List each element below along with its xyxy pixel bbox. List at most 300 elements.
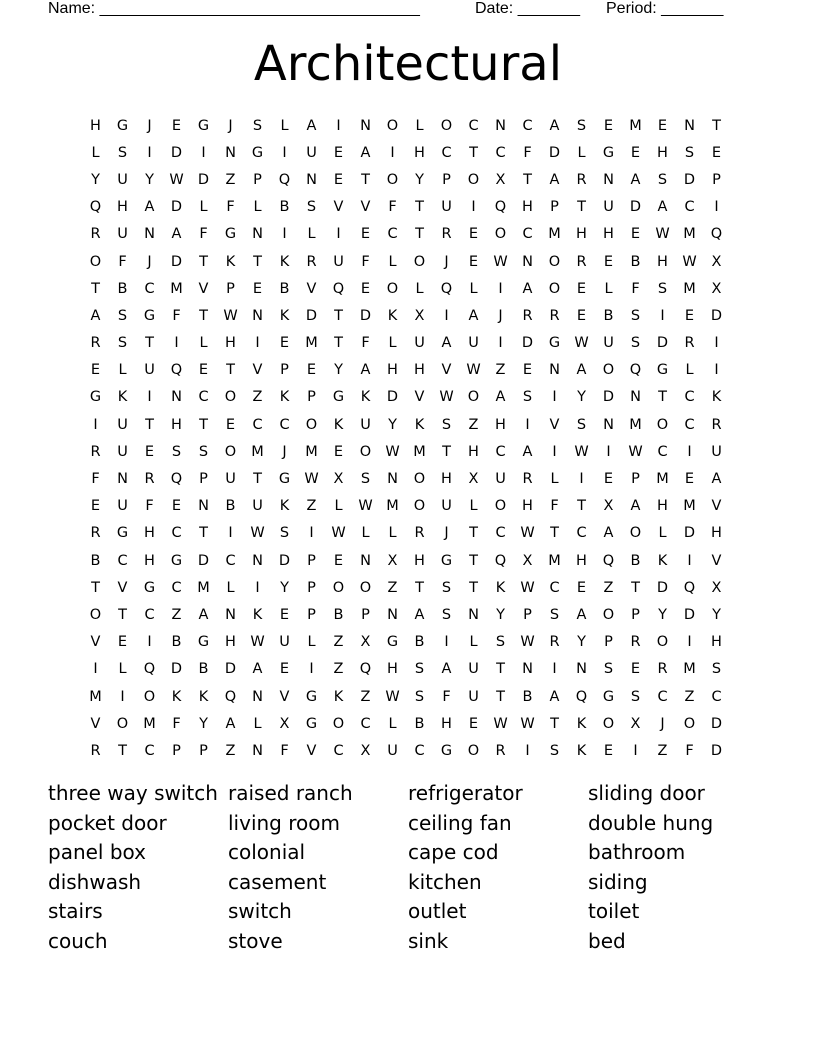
- grid-letter: W: [385, 688, 400, 705]
- grid-letter: T: [496, 661, 505, 678]
- grid-letter: H: [144, 525, 155, 542]
- grid-letter: E: [333, 443, 344, 460]
- grid-letter: J: [282, 443, 287, 460]
- grid-letter: V: [90, 634, 101, 651]
- grid-letter: I: [228, 525, 233, 542]
- grid-letter: C: [657, 688, 668, 705]
- grid-letter: D: [521, 335, 534, 352]
- grid-letter: I: [633, 742, 638, 759]
- grid-letter: O: [224, 443, 237, 460]
- grid-letter: P: [631, 606, 640, 623]
- grid-letter: E: [144, 443, 155, 460]
- grid-letter: X: [603, 498, 614, 515]
- grid-letter: E: [630, 144, 641, 161]
- grid-letter: Y: [658, 606, 667, 623]
- grid-letter: T: [145, 416, 154, 433]
- word-list-item: refrigerator: [408, 781, 523, 805]
- grid-letter: O: [683, 715, 696, 732]
- grid-letter: T: [118, 606, 127, 623]
- grid-letter: N: [387, 471, 398, 488]
- grid-letter: E: [603, 742, 614, 759]
- grid-letter: A: [468, 307, 479, 324]
- grid-letter: W: [331, 525, 346, 542]
- grid-letter: C: [171, 579, 182, 596]
- grid-letter: P: [199, 471, 208, 488]
- word-list-item: ceiling fan: [408, 810, 512, 835]
- grid-letter: O: [413, 498, 426, 515]
- grid-letter: E: [306, 362, 317, 379]
- grid-letter: U: [117, 443, 128, 460]
- grid-letter: A: [198, 606, 209, 623]
- grid-letter: I: [498, 335, 503, 352]
- grid-letter: Y: [388, 416, 397, 433]
- grid-letter: Y: [91, 171, 100, 188]
- grid-letter: I: [336, 117, 341, 134]
- grid-letter: W: [223, 307, 238, 324]
- grid-letter: C: [387, 226, 398, 243]
- grid-letter: W: [682, 253, 697, 270]
- word-list-item: three way switch: [48, 781, 218, 805]
- grid-letter: O: [602, 362, 615, 379]
- grid-letter: E: [90, 362, 101, 379]
- grid-letter: K: [198, 688, 209, 705]
- grid-letter: G: [143, 307, 156, 324]
- grid-letter: Q: [332, 280, 345, 297]
- grid-letter: L: [226, 579, 235, 596]
- grid-letter: A: [252, 661, 263, 678]
- grid-letter: O: [359, 443, 372, 460]
- word-list-item: stairs: [48, 899, 103, 924]
- grid-letter: U: [711, 443, 722, 460]
- grid-letter: I: [525, 416, 530, 433]
- grid-letter: Y: [145, 171, 154, 188]
- grid-letter: X: [711, 253, 722, 270]
- grid-letter: B: [171, 634, 182, 651]
- grid-letter: D: [278, 552, 291, 569]
- grid-letter: W: [385, 443, 400, 460]
- grid-letter: I: [282, 144, 287, 161]
- grid-letter: A: [495, 389, 506, 406]
- grid-letter: Z: [333, 634, 344, 651]
- grid-letter: L: [388, 335, 397, 352]
- grid-letter: U: [360, 416, 371, 433]
- grid-letter: T: [523, 171, 532, 188]
- grid-letter: E: [522, 362, 533, 379]
- grid-letter: U: [441, 199, 452, 216]
- grid-letter: P: [226, 280, 235, 297]
- grid-letter: Q: [224, 688, 237, 705]
- grid-letter: W: [520, 579, 535, 596]
- grid-letter: U: [252, 498, 263, 515]
- grid-letter: X: [711, 280, 722, 297]
- grid-letter: M: [548, 552, 561, 569]
- grid-letter: D: [170, 199, 183, 216]
- grid-letter: N: [468, 606, 479, 623]
- grid-letter: O: [386, 280, 399, 297]
- grid-letter: G: [197, 117, 210, 134]
- grid-letter: S: [171, 443, 182, 460]
- grid-letter: E: [333, 144, 344, 161]
- word-list: [48, 779, 788, 957]
- grid-letter: M: [683, 226, 696, 243]
- grid-letter: G: [386, 634, 399, 651]
- grid-letter: D: [197, 171, 210, 188]
- grid-letter: M: [629, 117, 642, 134]
- grid-letter: K: [576, 715, 587, 732]
- grid-letter: R: [306, 253, 317, 270]
- grid-letter: H: [495, 416, 506, 433]
- grid-letter: D: [170, 144, 183, 161]
- grid-letter: D: [224, 661, 237, 678]
- grid-letter: O: [89, 253, 102, 270]
- grid-letter: G: [548, 335, 561, 352]
- grid-letter: E: [657, 117, 668, 134]
- grid-letter: P: [712, 171, 721, 188]
- grid-letter: A: [522, 443, 533, 460]
- grid-letter: G: [89, 389, 102, 406]
- grid-letter: P: [523, 606, 532, 623]
- grid-letter: E: [711, 144, 722, 161]
- grid-letter: P: [307, 606, 316, 623]
- grid-letter: B: [279, 280, 290, 297]
- grid-letter: O: [494, 498, 507, 515]
- grid-letter: L: [361, 525, 370, 542]
- grid-letter: T: [415, 579, 424, 596]
- grid-letter: E: [468, 226, 479, 243]
- grid-letter: N: [603, 171, 614, 188]
- grid-letter: G: [602, 144, 615, 161]
- grid-letter: D: [170, 253, 183, 270]
- grid-letter: O: [332, 579, 345, 596]
- grid-letter: N: [252, 226, 263, 243]
- grid-letter: M: [305, 443, 318, 460]
- grid-letter: S: [576, 117, 587, 134]
- grid-letter: V: [117, 579, 128, 596]
- grid-letter: C: [495, 525, 506, 542]
- grid-letter: E: [576, 579, 587, 596]
- grid-letter: N: [360, 552, 371, 569]
- grid-letter: P: [280, 362, 289, 379]
- grid-letter: N: [603, 416, 614, 433]
- grid-letter: S: [549, 742, 560, 759]
- grid-letter: T: [469, 552, 478, 569]
- grid-letter: R: [414, 525, 425, 542]
- grid-letter: Z: [252, 389, 263, 406]
- grid-letter: C: [441, 144, 452, 161]
- grid-letter: Z: [360, 688, 371, 705]
- grid-letter: E: [360, 226, 371, 243]
- grid-letter: U: [468, 335, 479, 352]
- grid-letter: L: [118, 661, 127, 678]
- grid-letter: M: [548, 226, 561, 243]
- grid-letter: B: [630, 253, 641, 270]
- grid-letter: S: [117, 335, 128, 352]
- grid-letter: E: [333, 171, 344, 188]
- grid-letter: N: [252, 307, 263, 324]
- grid-letter: N: [225, 606, 236, 623]
- grid-letter: H: [441, 715, 452, 732]
- grid-letter: H: [414, 552, 425, 569]
- grid-letter: S: [441, 579, 452, 596]
- grid-letter: N: [144, 226, 155, 243]
- grid-letter: T: [577, 199, 586, 216]
- grid-letter: G: [656, 362, 669, 379]
- grid-letter: G: [305, 715, 318, 732]
- grid-letter: L: [469, 280, 478, 297]
- grid-letter: M: [89, 688, 102, 705]
- grid-letter: E: [279, 606, 290, 623]
- grid-letter: L: [334, 498, 343, 515]
- grid-letter: H: [90, 117, 101, 134]
- grid-letter: I: [579, 471, 584, 488]
- grid-letter: H: [711, 634, 722, 651]
- grid-letter: I: [660, 307, 665, 324]
- grid-letter: T: [442, 443, 451, 460]
- grid-letter: M: [656, 471, 669, 488]
- grid-letter: O: [548, 253, 561, 270]
- grid-letter: F: [388, 199, 397, 216]
- grid-letter: O: [656, 416, 669, 433]
- grid-letter: V: [306, 280, 317, 297]
- grid-letter: I: [552, 661, 557, 678]
- grid-letter: H: [576, 552, 587, 569]
- grid-letter: T: [253, 471, 262, 488]
- grid-letter: S: [279, 525, 290, 542]
- grid-letter: Q: [143, 661, 156, 678]
- grid-letter: T: [334, 335, 343, 352]
- grid-letter: L: [253, 715, 262, 732]
- grid-letter: I: [336, 226, 341, 243]
- grid-letter: E: [333, 552, 344, 569]
- grid-letter: P: [307, 389, 316, 406]
- grid-letter: D: [629, 199, 642, 216]
- grid-letter: R: [90, 443, 101, 460]
- grid-letter: I: [390, 144, 395, 161]
- grid-letter: F: [631, 280, 640, 297]
- word-list-item: living room: [228, 810, 340, 835]
- grid-letter: N: [576, 661, 587, 678]
- grid-letter: K: [279, 498, 290, 515]
- grid-letter: U: [468, 661, 479, 678]
- grid-letter: X: [387, 552, 398, 569]
- grid-letter: Z: [225, 742, 236, 759]
- grid-letter: C: [657, 443, 668, 460]
- grid-letter: E: [171, 498, 182, 515]
- grid-letter: C: [576, 525, 587, 542]
- grid-letter: L: [199, 199, 208, 216]
- grid-letter: R: [549, 634, 560, 651]
- grid-letter: W: [574, 335, 589, 352]
- grid-letter: R: [90, 525, 101, 542]
- grid-letter: O: [602, 606, 615, 623]
- grid-letter: K: [387, 307, 398, 324]
- grid-letter: T: [226, 362, 235, 379]
- grid-letter: M: [413, 443, 426, 460]
- grid-letter: V: [306, 742, 317, 759]
- grid-letter: B: [198, 661, 209, 678]
- grid-letter: H: [522, 199, 533, 216]
- grid-letter: D: [710, 307, 723, 324]
- grid-letter: Q: [710, 226, 723, 243]
- grid-letter: N: [252, 552, 263, 569]
- letter-grid: [82, 112, 730, 765]
- grid-letter: X: [360, 742, 371, 759]
- grid-letter: E: [603, 471, 614, 488]
- grid-letter: V: [333, 199, 344, 216]
- grid-letter: T: [199, 307, 208, 324]
- grid-letter: B: [630, 552, 641, 569]
- grid-letter: Z: [387, 579, 398, 596]
- grid-letter: A: [576, 606, 587, 623]
- grid-letter: S: [495, 634, 506, 651]
- grid-letter: T: [145, 335, 154, 352]
- grid-letter: U: [468, 688, 479, 705]
- grid-letter: I: [309, 525, 314, 542]
- grid-letter: O: [494, 226, 507, 243]
- grid-letter: A: [549, 171, 560, 188]
- grid-letter: O: [467, 389, 480, 406]
- grid-letter: Y: [712, 606, 721, 623]
- grid-letter: N: [198, 498, 209, 515]
- grid-letter: S: [711, 661, 722, 678]
- grid-letter: R: [711, 416, 722, 433]
- grid-letter: F: [91, 471, 100, 488]
- grid-letter: G: [602, 688, 615, 705]
- grid-letter: A: [711, 471, 722, 488]
- grid-letter: B: [414, 634, 425, 651]
- grid-letter: E: [576, 280, 587, 297]
- grid-letter: H: [441, 471, 452, 488]
- grid-letter: F: [280, 742, 289, 759]
- word-list-item: couch: [48, 928, 108, 953]
- grid-letter: A: [576, 362, 587, 379]
- grid-letter: A: [549, 688, 560, 705]
- grid-letter: I: [687, 552, 692, 569]
- grid-letter: L: [280, 117, 289, 134]
- grid-letter: T: [91, 280, 100, 297]
- grid-letter: S: [441, 606, 452, 623]
- grid-letter: I: [687, 443, 692, 460]
- grid-letter: Q: [359, 661, 372, 678]
- grid-letter: I: [444, 307, 449, 324]
- grid-letter: D: [359, 307, 372, 324]
- grid-letter: W: [493, 253, 508, 270]
- grid-letter: J: [444, 253, 449, 270]
- grid-letter: S: [630, 307, 641, 324]
- grid-letter: T: [469, 525, 478, 542]
- grid-letter: U: [414, 335, 425, 352]
- grid-letter: C: [198, 389, 209, 406]
- grid-letter: H: [387, 661, 398, 678]
- grid-letter: O: [305, 416, 318, 433]
- grid-letter: R: [144, 471, 155, 488]
- grid-letter: F: [550, 498, 559, 515]
- grid-letter: A: [549, 117, 560, 134]
- grid-letter: E: [360, 280, 371, 297]
- grid-letter: T: [91, 579, 100, 596]
- grid-letter: E: [90, 498, 101, 515]
- grid-letter: L: [577, 144, 586, 161]
- grid-letter: S: [684, 144, 695, 161]
- grid-letter: W: [358, 498, 373, 515]
- grid-letter: U: [117, 226, 128, 243]
- grid-letter: A: [630, 171, 641, 188]
- grid-letter: D: [602, 389, 615, 406]
- grid-letter: M: [683, 498, 696, 515]
- grid-letter: K: [576, 742, 587, 759]
- grid-letter: S: [117, 144, 128, 161]
- grid-letter: C: [171, 525, 182, 542]
- grid-letter: P: [307, 552, 316, 569]
- grid-letter: W: [655, 226, 670, 243]
- grid-letter: E: [171, 117, 182, 134]
- grid-letter: S: [414, 661, 425, 678]
- grid-letter: W: [520, 715, 535, 732]
- grid-letter: L: [658, 525, 667, 542]
- grid-letter: H: [387, 362, 398, 379]
- grid-letter: N: [630, 389, 641, 406]
- grid-letter: V: [360, 199, 371, 216]
- grid-letter: H: [144, 552, 155, 569]
- grid-letter: A: [144, 199, 155, 216]
- grid-letter: P: [172, 742, 181, 759]
- grid-letter: E: [225, 416, 236, 433]
- grid-letter: U: [117, 498, 128, 515]
- word-list-item: double hung: [588, 810, 714, 835]
- grid-letter: O: [332, 715, 345, 732]
- grid-letter: Z: [333, 661, 344, 678]
- grid-letter: I: [309, 661, 314, 678]
- grid-letter: N: [252, 688, 263, 705]
- grid-letter: W: [250, 634, 265, 651]
- grid-letter: W: [439, 389, 454, 406]
- grid-letter: I: [687, 634, 692, 651]
- grid-letter: R: [495, 742, 506, 759]
- grid-letter: D: [170, 661, 183, 678]
- grid-letter: M: [305, 335, 318, 352]
- grid-letter: J: [147, 117, 152, 134]
- grid-letter: H: [117, 199, 128, 216]
- grid-letter: T: [199, 416, 208, 433]
- grid-letter: I: [201, 144, 206, 161]
- name-field: Name: ____________________________________: [48, 0, 420, 17]
- grid-letter: O: [467, 171, 480, 188]
- header-fields: [48, 0, 748, 20]
- grid-letter: O: [467, 742, 480, 759]
- grid-letter: A: [603, 525, 614, 542]
- grid-letter: O: [548, 280, 561, 297]
- grid-letter: C: [468, 117, 479, 134]
- grid-letter: C: [144, 742, 155, 759]
- grid-letter: K: [117, 389, 128, 406]
- grid-letter: H: [225, 335, 236, 352]
- grid-letter: H: [603, 226, 614, 243]
- grid-letter: G: [332, 389, 345, 406]
- grid-letter: J: [228, 117, 233, 134]
- grid-letter: B: [90, 552, 101, 569]
- grid-letter: K: [252, 606, 263, 623]
- grid-letter: E: [684, 471, 695, 488]
- grid-letter: A: [441, 661, 452, 678]
- grid-letter: A: [414, 606, 425, 623]
- grid-letter: W: [250, 525, 265, 542]
- grid-letter: B: [333, 606, 344, 623]
- grid-letter: C: [522, 226, 533, 243]
- grid-letter: W: [574, 443, 589, 460]
- grid-letter: H: [522, 498, 533, 515]
- grid-letter: T: [550, 525, 559, 542]
- word-list-item: stove: [228, 928, 283, 953]
